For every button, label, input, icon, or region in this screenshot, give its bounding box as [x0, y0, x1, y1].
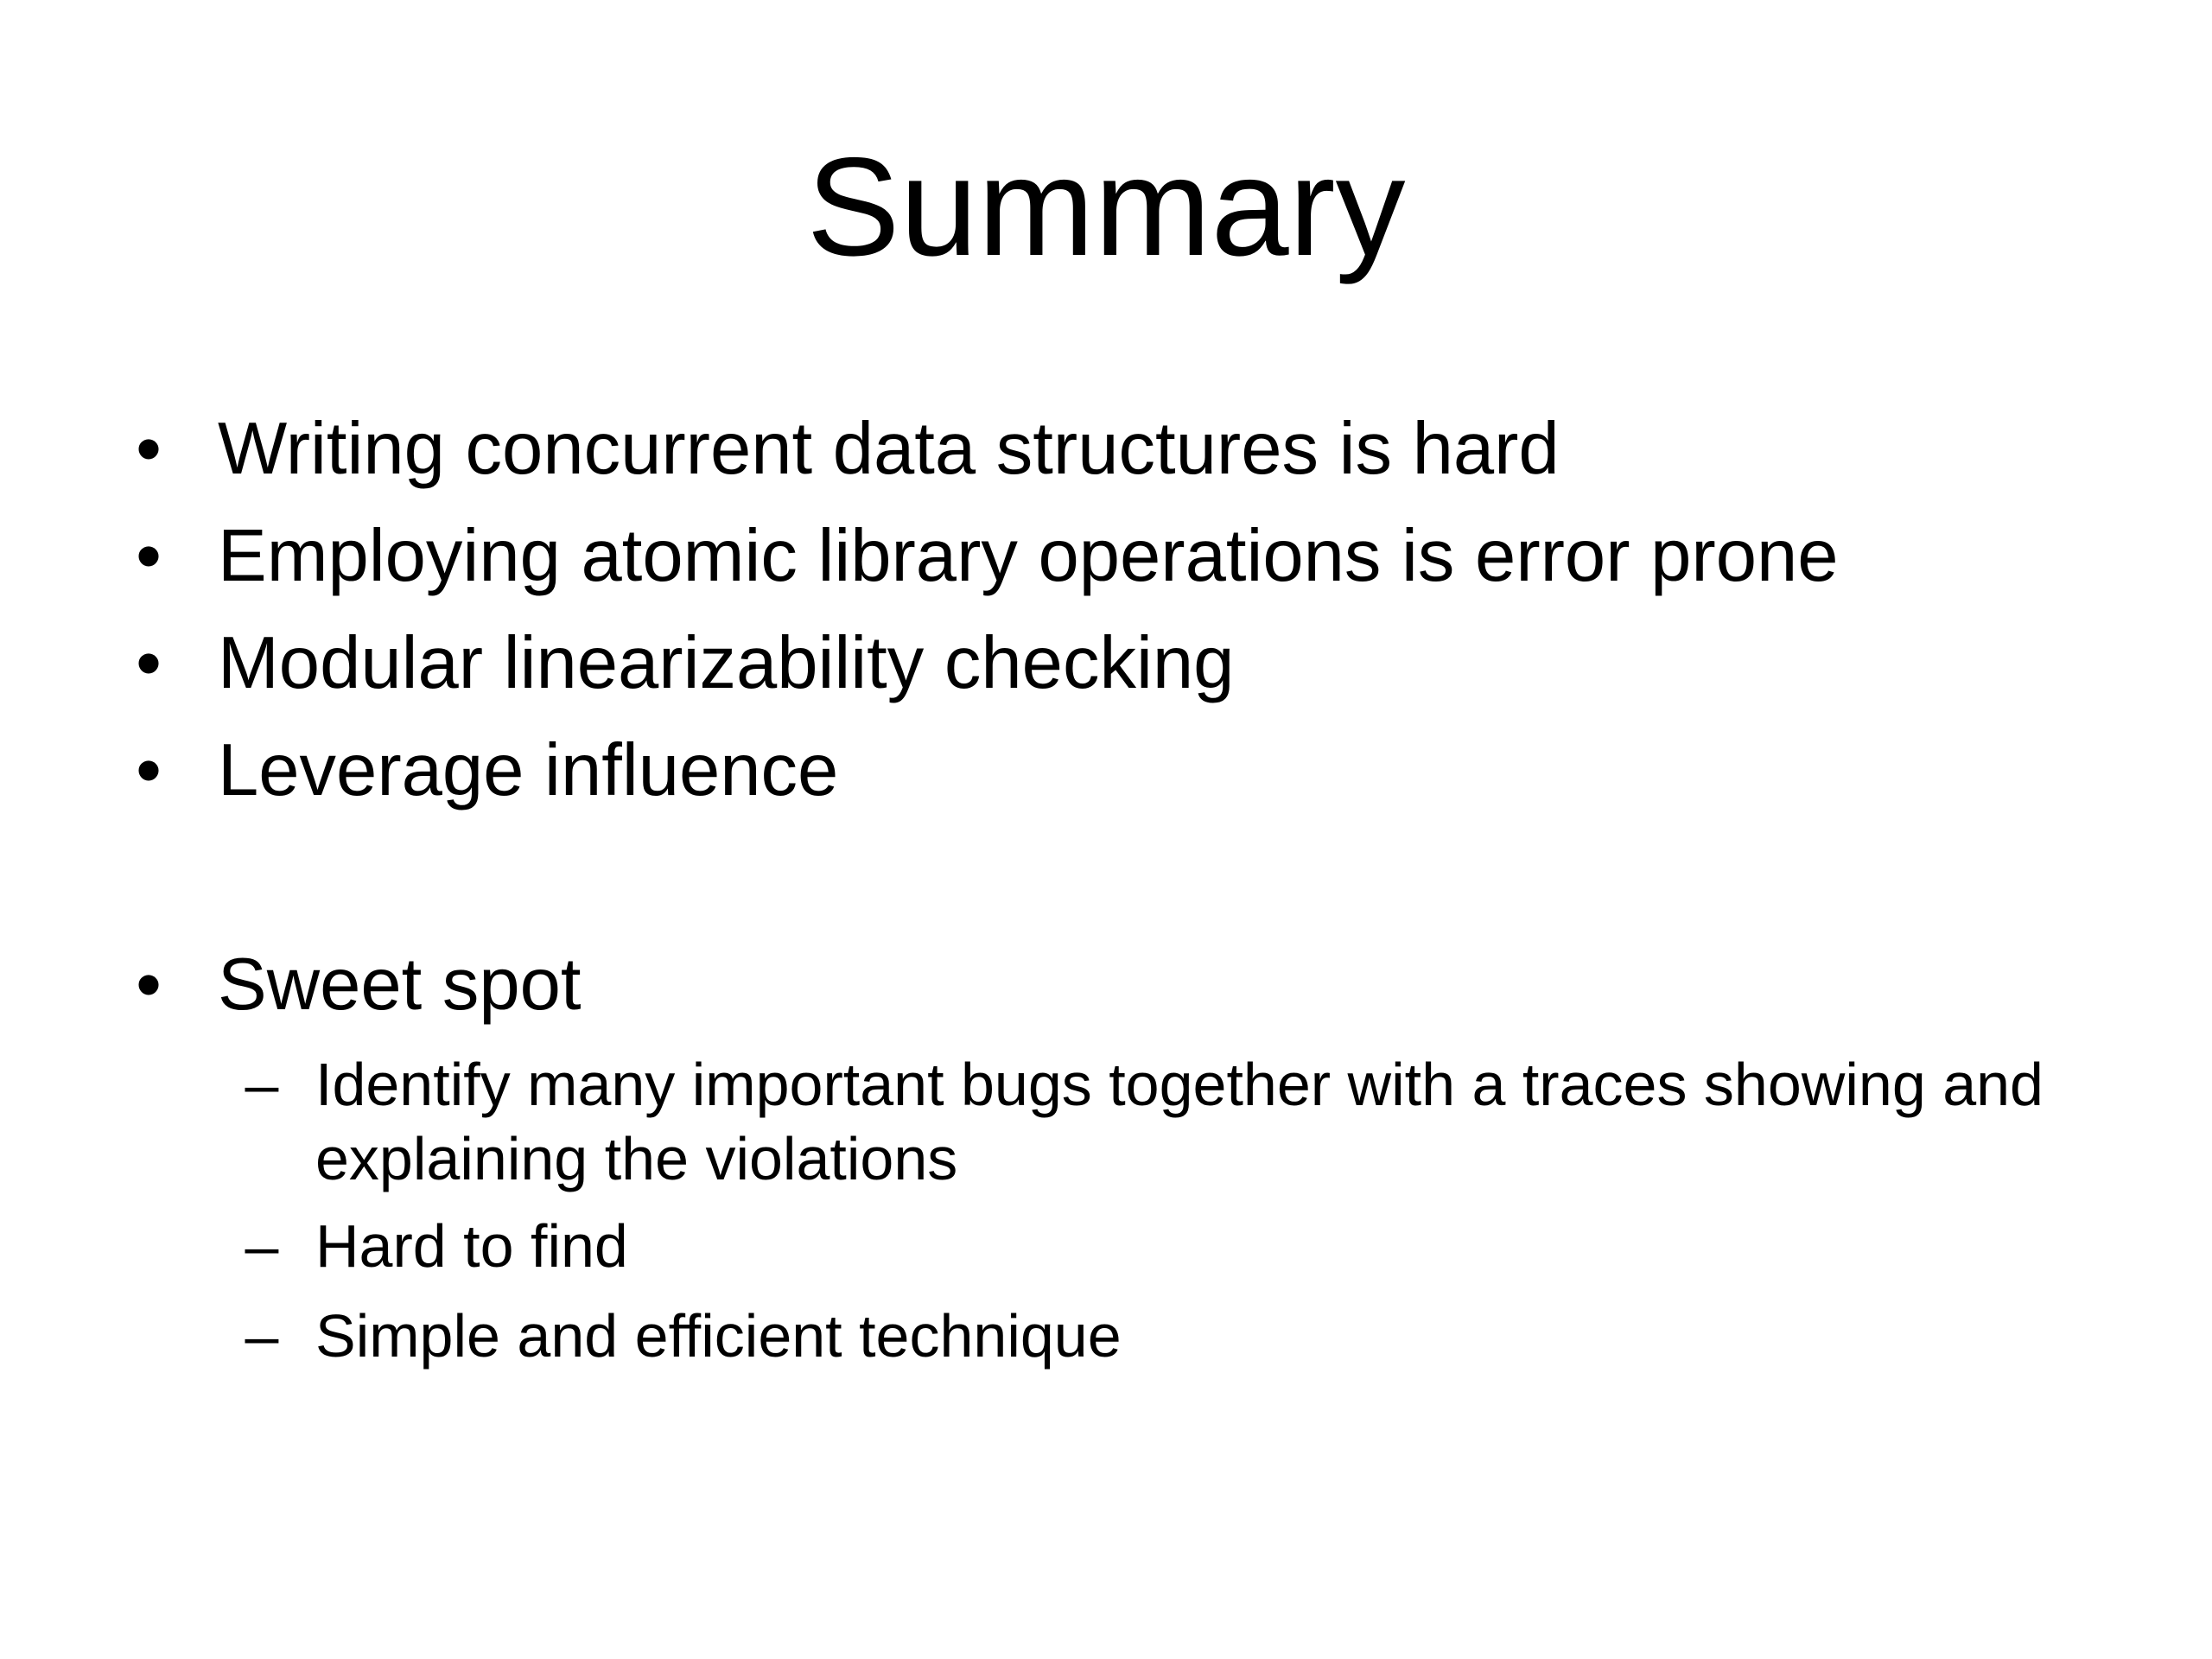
subbullet-text: Hard to find — [315, 1212, 628, 1280]
slide-title: Summary — [806, 129, 1406, 285]
subbullet-marker: – — [245, 1212, 279, 1280]
bullet-text: Modular linearizability checking — [218, 622, 1235, 704]
bullet-text: Leverage influence — [218, 729, 839, 811]
bullet-marker: • — [136, 408, 162, 490]
subbullet-text: Identify many important bugs together with a traces showing and explaining the violations — [315, 1051, 2044, 1192]
subbullet-marker: – — [245, 1051, 279, 1118]
bullet-marker: • — [136, 944, 162, 1026]
bullet-text: Writing concurrent data structures is hard — [218, 408, 1560, 490]
bullet-marker: • — [136, 729, 162, 811]
subbullet-text: Simple and efficient technique — [315, 1302, 1122, 1370]
bullet-marker: • — [136, 622, 162, 704]
bullet-marker: • — [136, 515, 162, 597]
bullet-text: Employing atomic library operations is error prone — [218, 515, 1839, 597]
subbullet-marker: – — [245, 1302, 279, 1370]
bullet-text: Sweet spot — [218, 944, 582, 1026]
